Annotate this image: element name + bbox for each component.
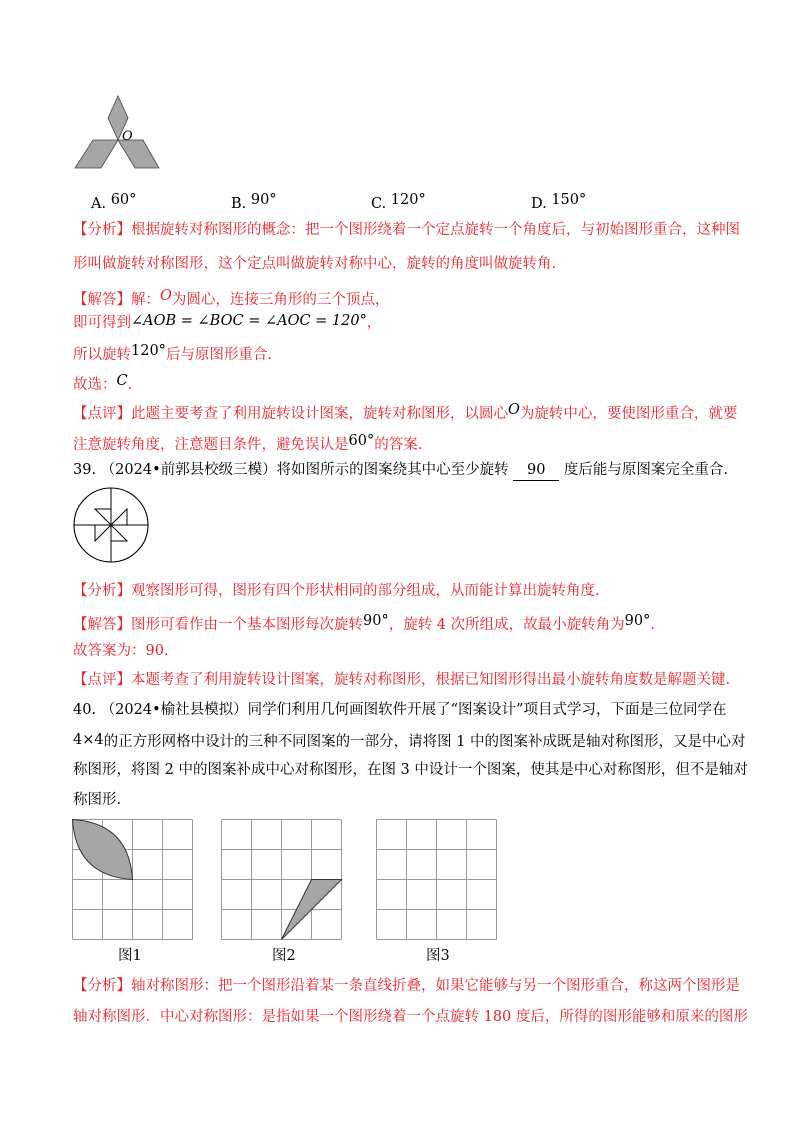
- comment-text: 的答案.: [374, 437, 423, 453]
- math-C: C: [116, 373, 128, 389]
- q38-comment-line-2: [73, 431, 422, 455]
- q39-stem: [73, 460, 728, 481]
- figure-caption-2: 图2: [272, 948, 296, 964]
- question-text: 39. （2024•前郭县校级三模）将如图所示的图案绕其中心至少旋转: [73, 462, 509, 478]
- option-d: [531, 192, 586, 212]
- analysis-text: 观察图形可得，图形有四个形状相同的部分组成，从而能计算出旋转角度.: [131, 583, 600, 599]
- math-O: O: [508, 402, 520, 418]
- solution-text: 所以旋转: [73, 347, 131, 363]
- q40-stem-line-3: 称图形，将图 2 中的图案补成中心对称图形，在图 3 中设计一个图案，使其是中心对称图形，但不是轴对: [73, 762, 748, 778]
- option-b: [231, 192, 277, 212]
- math-angle: 120°: [131, 343, 166, 359]
- analysis-text: 根据旋转对称图形的概念：把一个图形绕着一个定点旋转一个角度后，与初始图形重合，这种图: [131, 222, 740, 238]
- grid-lines: [377, 820, 497, 940]
- comment-text: 此题主要考查了利用旋转设计图案，旋转对称图形，以圆心: [131, 406, 508, 422]
- math-angle: 90°: [363, 613, 389, 629]
- three-rhombus-figure: [70, 93, 160, 175]
- pinwheel-blade-2: [111, 509, 127, 525]
- option-letter: A.: [91, 196, 107, 212]
- option-value: 150°: [551, 192, 587, 208]
- option-letter: D.: [531, 196, 547, 212]
- math-angle-equation: ∠AOB = ∠BOC = ∠AOC = 120°: [131, 313, 367, 329]
- option-letter: C.: [371, 196, 387, 212]
- solution-text: 解：: [131, 292, 160, 308]
- grid-figure-3: [376, 819, 500, 943]
- comment-text: 注意旋转角度，注意题目条件，避免误认是: [73, 437, 349, 453]
- pinwheel-blade-4: [95, 525, 111, 541]
- pinwheel-circle-figure: [71, 485, 151, 565]
- option-value: 60°: [110, 192, 137, 208]
- analysis-tag: 【分析】: [73, 222, 131, 238]
- question-text: 的正方形网格中设计的三种不同图案的一部分，请将图 1 中的图案补成既是轴对称图形，又是中心对: [103, 734, 746, 750]
- q39-comment: [73, 670, 730, 690]
- option-a: [91, 192, 136, 212]
- q40-analysis-line-2: 轴对称图形．中心对称图形：是指如果一个图形绕着一个点旋转 180 度后，所得的图形能够和原来的图形: [73, 1009, 748, 1025]
- analysis-text: 轴对称图形：把一个图形沿着某一条直线折叠，如果它能够与另一个图形重合，称这两个图形是: [131, 978, 740, 994]
- comment-text: 本题考查了利用旋转设计图案，旋转对称图形，根据已知图形得出最小旋转角度数是解题关键.: [131, 672, 731, 688]
- q40-analysis-line-1: [73, 976, 740, 996]
- q39-analysis: [73, 581, 600, 601]
- solution-text: 图形可看作由一个基本图形每次旋转: [131, 617, 363, 633]
- q38-analysis-line-1: [73, 220, 740, 240]
- solution-text: 即可得到: [73, 315, 131, 331]
- rhombus-right: [118, 140, 159, 168]
- math-grid-size: 4×4: [73, 732, 104, 748]
- q38-solution-line-1: [73, 286, 389, 310]
- math-angle: 60°: [348, 433, 375, 449]
- q38-solution-line-3: [73, 341, 272, 365]
- solution-text: ，旋转 4 次所组成，故最小旋转角为: [388, 617, 625, 633]
- q38-solution-line-4: [73, 371, 132, 395]
- solution-text: 故选：: [73, 377, 117, 393]
- comment-tag: 【点评】: [73, 672, 131, 688]
- solution-text: 后与原图形重合.: [165, 347, 273, 363]
- solution-text: 为圆心，连接三角形的三个顶点，: [171, 292, 390, 308]
- q39-solution: [73, 611, 655, 635]
- solution-text: .: [127, 377, 133, 393]
- question-text: 度后能与原图案完全重合.: [563, 462, 728, 478]
- solution-tag: 【解答】: [73, 292, 131, 308]
- option-c: [371, 192, 426, 212]
- q38-analysis-line-2: 形叫做旋转对称图形，这个定点叫做旋转对称中心，旋转的角度叫做旋转角.: [73, 256, 557, 272]
- solution-tag: 【解答】: [73, 617, 131, 633]
- q38-solution-line-2: [73, 311, 381, 333]
- leaf-shape: [73, 820, 133, 880]
- solution-text: .: [650, 617, 655, 633]
- option-letter: B.: [231, 196, 247, 212]
- grid-figure-1: [72, 819, 196, 943]
- q40-stem-line-2: [73, 730, 746, 752]
- analysis-tag: 【分析】: [73, 583, 131, 599]
- solution-text: ，: [366, 315, 382, 331]
- answer-blank: 90: [513, 460, 559, 481]
- center-label-O: O: [122, 129, 133, 144]
- figure-caption-1: 图1: [118, 948, 142, 964]
- comment-tag: 【点评】: [73, 406, 131, 422]
- math-O: O: [160, 288, 172, 304]
- math-angle: 90°: [624, 613, 651, 629]
- figure-caption-3: 图3: [426, 948, 450, 964]
- analysis-tag: 【分析】: [73, 978, 131, 994]
- q38-comment-line-1: [73, 400, 737, 424]
- option-value: 90°: [250, 192, 277, 208]
- grid-figure-2: [221, 819, 345, 943]
- q40-stem-line-1: 40. （2024•榆社县模拟）同学们利用几何画图软件开展了“图案设计”项目式学习，下面是三位同学在: [73, 702, 727, 718]
- option-value: 120°: [390, 192, 426, 208]
- comment-text: 为旋转中心，要使图形重合，就要: [519, 406, 738, 422]
- rhombus-left: [75, 140, 118, 168]
- q39-final-answer: 故答案为：90.: [73, 643, 169, 659]
- pinwheel-blade-1: [95, 509, 111, 525]
- pinwheel-blade-3: [111, 525, 127, 541]
- q40-stem-line-4: 称图形.: [73, 792, 122, 808]
